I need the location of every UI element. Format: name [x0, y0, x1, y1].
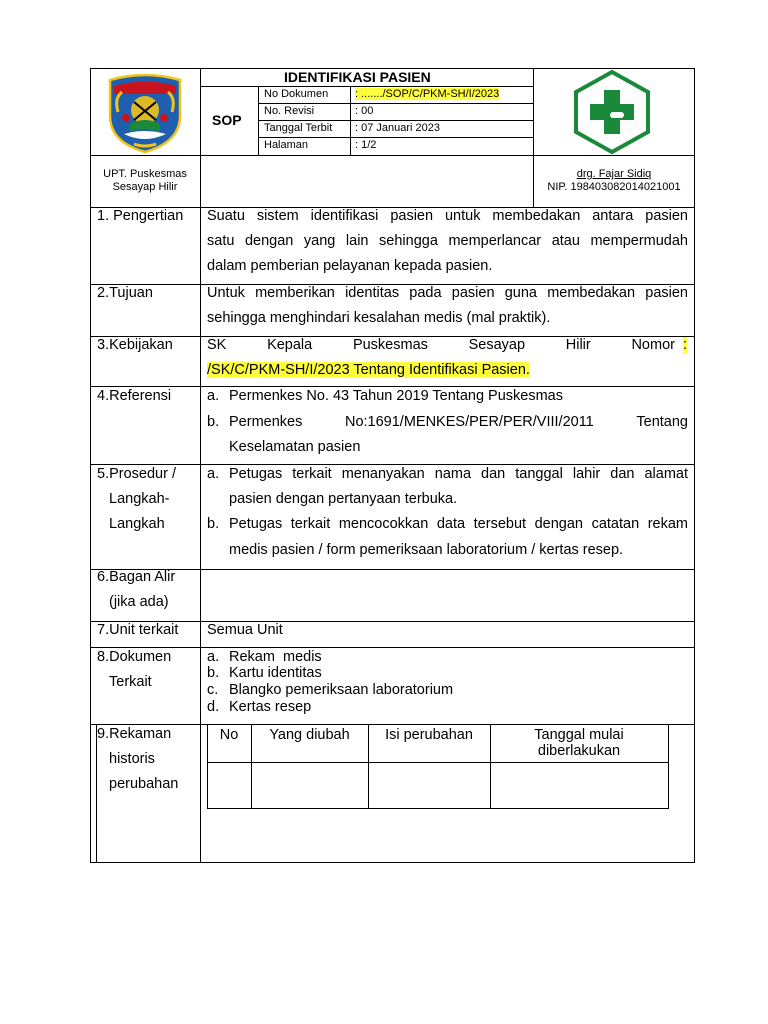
field-row-line — [258, 103, 533, 104]
section-line — [90, 464, 695, 465]
section-label-bagan: 6.Bagan Alir — [97, 569, 176, 585]
pengertian-line: dalam pemberian pelayanan kepada pasien. — [207, 258, 493, 274]
dokumen-item: Blangko pemeriksaan laboratorium — [229, 682, 454, 698]
left-column-divider — [200, 68, 201, 863]
referensi-word: Tentang — [636, 414, 688, 430]
history-col-no: No — [219, 727, 239, 743]
prosedur-marker: a. — [207, 466, 220, 482]
referensi-word: No:1691/MENKES/PER/PER/VIII/2011 — [344, 414, 594, 430]
dokumen-marker: c. — [207, 682, 219, 698]
history-col-tanggal: Tanggal mulai — [534, 727, 624, 743]
referensi-item-cont: Keselamatan pasien — [229, 439, 361, 455]
header-title-divider — [200, 86, 533, 87]
section-line — [90, 569, 695, 570]
health-cross-logo-icon — [570, 70, 654, 154]
referensi-marker: b. — [207, 414, 220, 430]
section-label-dokumen: 8.Dokumen — [97, 649, 172, 665]
field-label-no-dokumen: No Dokumen — [264, 88, 329, 100]
prosedur-marker: b. — [207, 516, 220, 532]
history-col-isi-perubahan: Isi perubahan — [385, 727, 473, 743]
section-label-bagan: (jika ada) — [109, 594, 169, 610]
tujuan-line: sehingga menghindari kesalahan medis (mal praktik). — [207, 310, 551, 326]
history-table-border — [207, 762, 669, 763]
field-label-halaman: Halaman — [264, 139, 309, 151]
kebijakan-line2: /SK/C/PKM-SH/I/2023 Tentang Identifikasi Pasien. — [207, 362, 530, 378]
header-bottom-line — [90, 155, 695, 156]
field-value-no-revisi: : 00 — [355, 105, 374, 117]
section-label-referensi: 4.Referensi — [97, 388, 172, 404]
signer-nip: NIP. 198403082014021001 — [547, 181, 681, 193]
section-label-kebijakan: 3.Kebijakan — [97, 337, 173, 353]
kebijakan-word: SK — [207, 337, 227, 353]
org-name-line2: Sesayap Hilir — [112, 181, 178, 193]
rekaman-inner-bottom — [96, 862, 200, 863]
prosedur-item-cont: medis pasien / form pemeriksaan laboratorium / kertas resep. — [229, 542, 624, 558]
section-label-rekaman: 9.Rekaman — [97, 726, 172, 742]
history-table-border — [668, 724, 669, 809]
field-label-no-revisi: No. Revisi — [264, 105, 315, 117]
field-label-tanggal-terbit: Tanggal Terbit — [264, 122, 333, 134]
pengertian-line: satu dengan yang lain sehingga memperlancar atau mempermudah — [207, 233, 688, 249]
dokumen-item: Kertas resep — [229, 699, 312, 715]
dokumen-marker: b. — [207, 665, 220, 681]
section-label-rekaman: perubahan — [109, 776, 179, 792]
field-value-halaman: : 1/2 — [355, 139, 377, 151]
section-line — [90, 621, 695, 622]
rekaman-inner-left — [96, 724, 97, 863]
section-line — [90, 647, 695, 648]
section-label-prosedur: 5.Prosedur / — [97, 466, 176, 482]
field-row-line — [258, 120, 533, 121]
pengertian-line: Suatu sistem identifikasi pasien untuk membedakan antara pasien — [207, 208, 688, 224]
section-line — [90, 386, 695, 387]
section-line — [90, 724, 695, 725]
dokumen-marker: a. — [207, 649, 220, 665]
document-title: IDENTIFIKASI PASIEN — [284, 69, 431, 85]
field-value-no-dokumen: : ......./SOP/C/PKM-SH/I/2023 — [355, 88, 500, 100]
section-label-prosedur: Langkah — [109, 516, 165, 532]
kebijakan-word: Nomor — [631, 337, 675, 353]
org-name-line1: UPT. Puskesmas — [103, 168, 187, 180]
section-label-tujuan: 2.Tujuan — [97, 285, 153, 301]
kebijakan-number-placeholder: : — [683, 337, 688, 353]
dokumen-item: Rekam medis — [229, 649, 322, 665]
section-label-prosedur: Langkah- — [109, 491, 170, 507]
regency-emblem-icon — [104, 72, 186, 154]
dokumen-marker: d. — [207, 699, 220, 715]
sop-label: SOP — [212, 112, 242, 128]
prosedur-item: Petugas terkait menanyakan nama dan tanggal lahir dan alamat — [229, 466, 688, 482]
section-label-dokumen: Terkait — [109, 674, 152, 690]
referensi-word: Permenkes — [229, 414, 303, 430]
referensi-item — [229, 414, 688, 431]
unit-value: Semua Unit — [207, 622, 283, 638]
kebijakan-line1 — [207, 337, 675, 354]
section-label-rekaman: historis — [109, 751, 155, 767]
history-col-tanggal: diberlakukan — [537, 743, 621, 759]
prosedur-item-cont: pasien dengan pertanyaan terbuka. — [229, 491, 458, 507]
kebijakan-word: Puskesmas — [352, 337, 428, 353]
kebijakan-word: Kepala — [267, 337, 313, 353]
field-row-line — [258, 137, 533, 138]
prosedur-item: Petugas terkait mencocokkan data tersebut dengan catatan rekam — [229, 516, 688, 532]
history-col-yang-diubah: Yang diubah — [269, 727, 350, 743]
kebijakan-word: Sesayap — [468, 337, 526, 353]
referensi-item: Permenkes No. 43 Tahun 2019 Tentang Puskesmas — [229, 388, 563, 404]
history-table-border — [207, 808, 669, 809]
tujuan-line: Untuk memberikan identitas pada pasien guna membedakan pasien — [207, 285, 688, 301]
referensi-marker: a. — [207, 388, 220, 404]
kebijakan-word: Hilir — [565, 337, 591, 353]
section-label-pengertian: 1. Pengertian — [97, 208, 184, 224]
dokumen-item: Kartu identitas — [229, 665, 322, 681]
field-value-tanggal-terbit: : 07 Januari 2023 — [355, 122, 441, 134]
section-label-unit: 7.Unit terkait — [97, 622, 179, 638]
signer-name: drg. Fajar Sidiq — [576, 168, 652, 180]
